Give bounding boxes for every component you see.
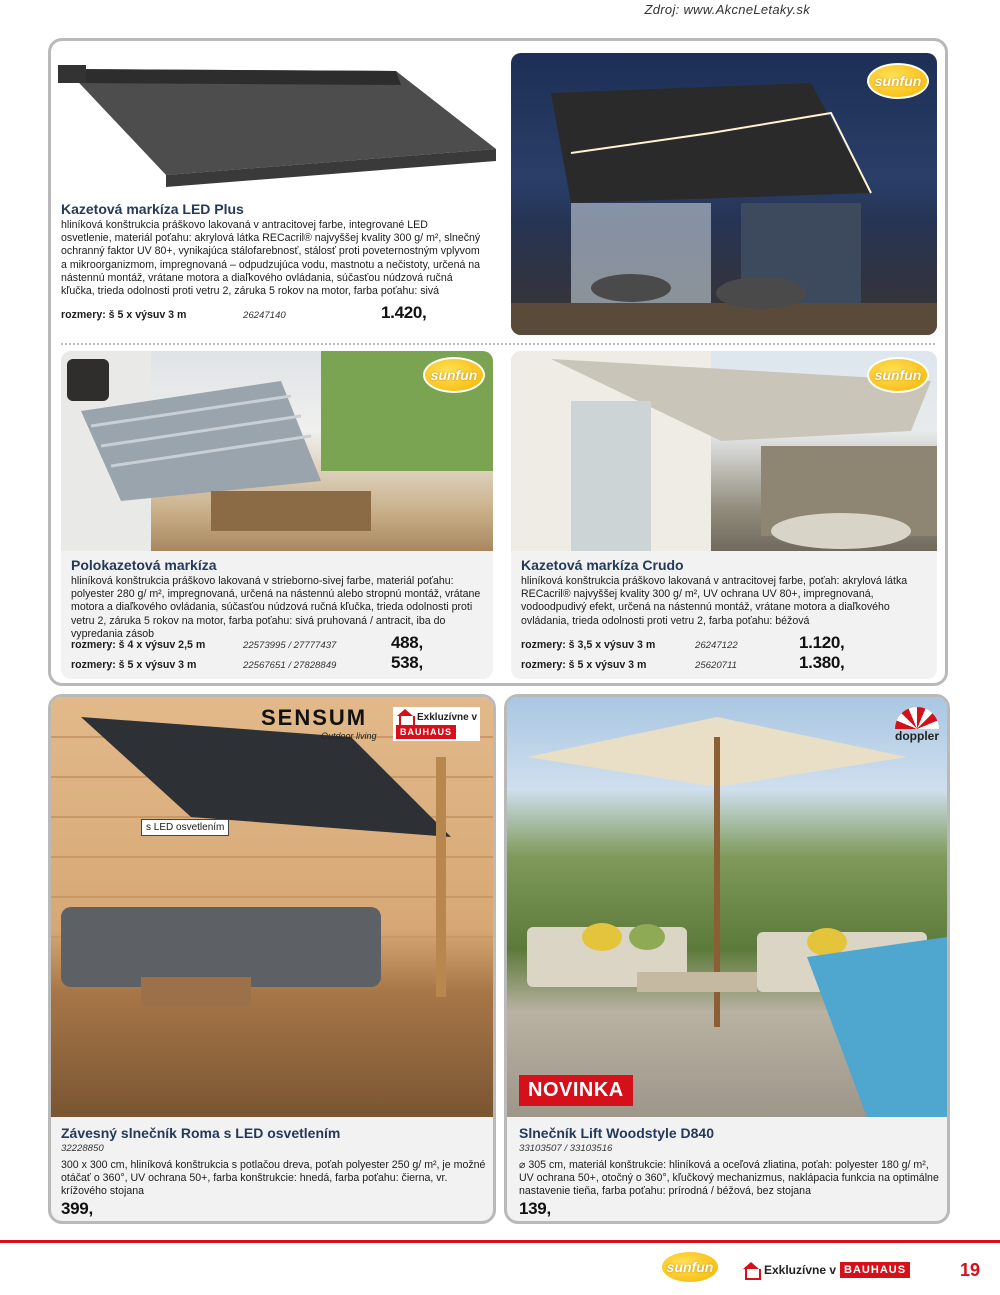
sunfun-logo: sunfun (867, 63, 929, 99)
umbrella-icon (895, 707, 939, 729)
footer-red-line (0, 1240, 1000, 1243)
footer-sunfun-logo: sunfun (660, 1250, 720, 1284)
sunfun-logo: sunfun (867, 357, 929, 393)
led-plus-photo (511, 53, 937, 335)
led-plus-title: Kazetová markíza LED Plus (61, 201, 244, 217)
polokazetova-row-2 (71, 653, 485, 673)
led-plus-awning-image (56, 57, 496, 187)
led-plus-description: hliníková konštrukcia práškovo lakovaná v antracitovej farbe, integrované LED osvetlenie, materiál poťahu: akrylová látka RECacril® najvyššej kvality 300 g/ m², slnečný ochranný faktor UV 80+, vynikajúca stálofarebnosť, stálosť proti poveternostným vplyvom a mikroorganizmom, impregnovaná – odpudzujúca vodu, mastnotu a nečistoty, určená na nástennú montáž, vrátane motora a diaľkového ovládania, súčasťou núdzová ručná kľučka, trieda odolnosti proti vetru 2, záruka 5 rokov na motor, farba poťahu: sivá (61, 219, 481, 298)
polokazetova-row-1 (71, 633, 485, 653)
woodstyle-code: 33103507 / 33103516 (519, 1143, 613, 1154)
polokazetova-price-2: 538, (391, 653, 423, 672)
page-number: 19 (959, 1260, 980, 1280)
woodstyle-price: 139, (519, 1199, 551, 1218)
led-callout: s LED osvetlením (141, 819, 229, 836)
crudo-row-1 (521, 633, 929, 653)
crudo-row-2 (521, 653, 929, 673)
crudo-code-1: 26247122 (695, 640, 738, 651)
polokazetova-code-2: 22567651 / 27828849 (243, 660, 337, 671)
polokazetova-title: Polokazetová markíza (71, 557, 217, 573)
roma-price: 399, (61, 1199, 93, 1218)
led-plus-price: 1.420, (381, 303, 427, 322)
crudo-title: Kazetová markíza Crudo (521, 557, 684, 573)
polokazetova-card (61, 351, 493, 679)
sensum-sublabel: Outdoor living (321, 731, 377, 741)
roma-title: Závesný slnečník Roma s LED osvetlením (61, 1125, 341, 1141)
roma-panel (48, 694, 496, 1224)
led-plus-size-row (61, 303, 481, 323)
roma-photo (51, 697, 493, 1117)
polokazetova-size-2: rozmery: š 5 x výsuv 3 m (71, 659, 197, 671)
exclusive-bauhaus-badge (393, 707, 480, 741)
source-label: Zdroj: www.AkcneLetaky.sk (644, 2, 810, 17)
crudo-price-2: 1.380, (799, 653, 845, 672)
awnings-panel (48, 38, 948, 686)
crudo-photo (511, 351, 937, 551)
polokazetova-description: hliníková konštrukcia práškovo lakovaná v strieborno-sivej farbe, materiál poťahu: polyester 280 g/ m², impregnovaná, určená na nástennú alebo stropnú montáž, vrátane motora a diaľkového ovládania, súčasťou núdzová ručná kľučka, trieda odolnosti proti vetru 2, záruka 5 rokov na motor, farba poťahu: sivá pruhovaná / antracit, iba do vypredania zásob (71, 575, 481, 640)
bauhaus-label: BAUHAUS (396, 725, 456, 739)
bauhaus-house-icon (396, 709, 414, 725)
crudo-card (511, 351, 937, 679)
polokazetova-price-1: 488, (391, 633, 423, 652)
polokazetova-code-1: 22573995 / 27777437 (243, 640, 337, 651)
woodstyle-title: Slnečník Lift Woodstyle D840 (519, 1125, 715, 1141)
woodstyle-photo (507, 697, 947, 1117)
sunfun-logo: sunfun (423, 357, 485, 393)
sensum-logo: SENSUM (261, 705, 368, 730)
crudo-code-2: 25620711 (695, 660, 737, 671)
footer-exclusive-label: Exkluzívne v (764, 1263, 837, 1277)
exclusive-label: Exkluzívne v (417, 711, 478, 723)
polokazetova-size-1: rozmery: š 4 x výsuv 2,5 m (71, 639, 206, 651)
polokazetova-photo (61, 351, 493, 551)
roma-description: 300 x 300 cm, hliníková konštrukcia s potlačou dreva, poťah polyester 250 g/ m², je možné otáčať o 360°, UV ochrana 50+, farba konštrukcie: hnedá, farba poťahu: čierna, vr. krížového stojana (61, 1159, 486, 1198)
woodstyle-description: ⌀ 305 cm, materiál konštrukcie: hliníková a oceľová zliatina, poťah: polyester 180 g/ m², UV ochrana 50+, otočný o 360°, kľučkový mechanizmus, naklápacia funkcia na optimálne nastavenie tieňa, farba poťahu: prírodná / béžová, bez stojana (519, 1159, 939, 1198)
bauhaus-house-icon (742, 1262, 760, 1278)
crudo-size-2: rozmery: š 5 x výsuv 3 m (521, 659, 647, 671)
divider (61, 343, 935, 345)
footer-exclusive-bauhaus (742, 1262, 910, 1278)
crudo-price-1: 1.120, (799, 633, 845, 652)
anthracite-swatch (67, 359, 109, 401)
crudo-description: hliníková konštrukcia práškovo lakovaná v antracitovej farbe, poťah: akrylová látka RECacril® najvyššej kvality 300 g/ m², UV ochrana UV 80+, impregnovaná, vodoodpudivý efekt, určená na nástennú montáž, vrátane motora a diaľkového ovládania, trieda odolnosti proti vetru 2, farba poťahu: béžová (521, 575, 908, 627)
novinka-badge: NOVINKA (519, 1075, 633, 1106)
led-plus-code: 26247140 (243, 310, 286, 321)
crudo-size-1: rozmery: š 3,5 x výsuv 3 m (521, 639, 656, 651)
doppler-logo: doppler (895, 707, 939, 743)
roma-code: 32228850 (61, 1143, 104, 1154)
woodstyle-panel (504, 694, 950, 1224)
led-plus-size: rozmery: š 5 x výsuv 3 m (61, 309, 187, 321)
footer-bauhaus-label: BAUHAUS (840, 1262, 910, 1278)
